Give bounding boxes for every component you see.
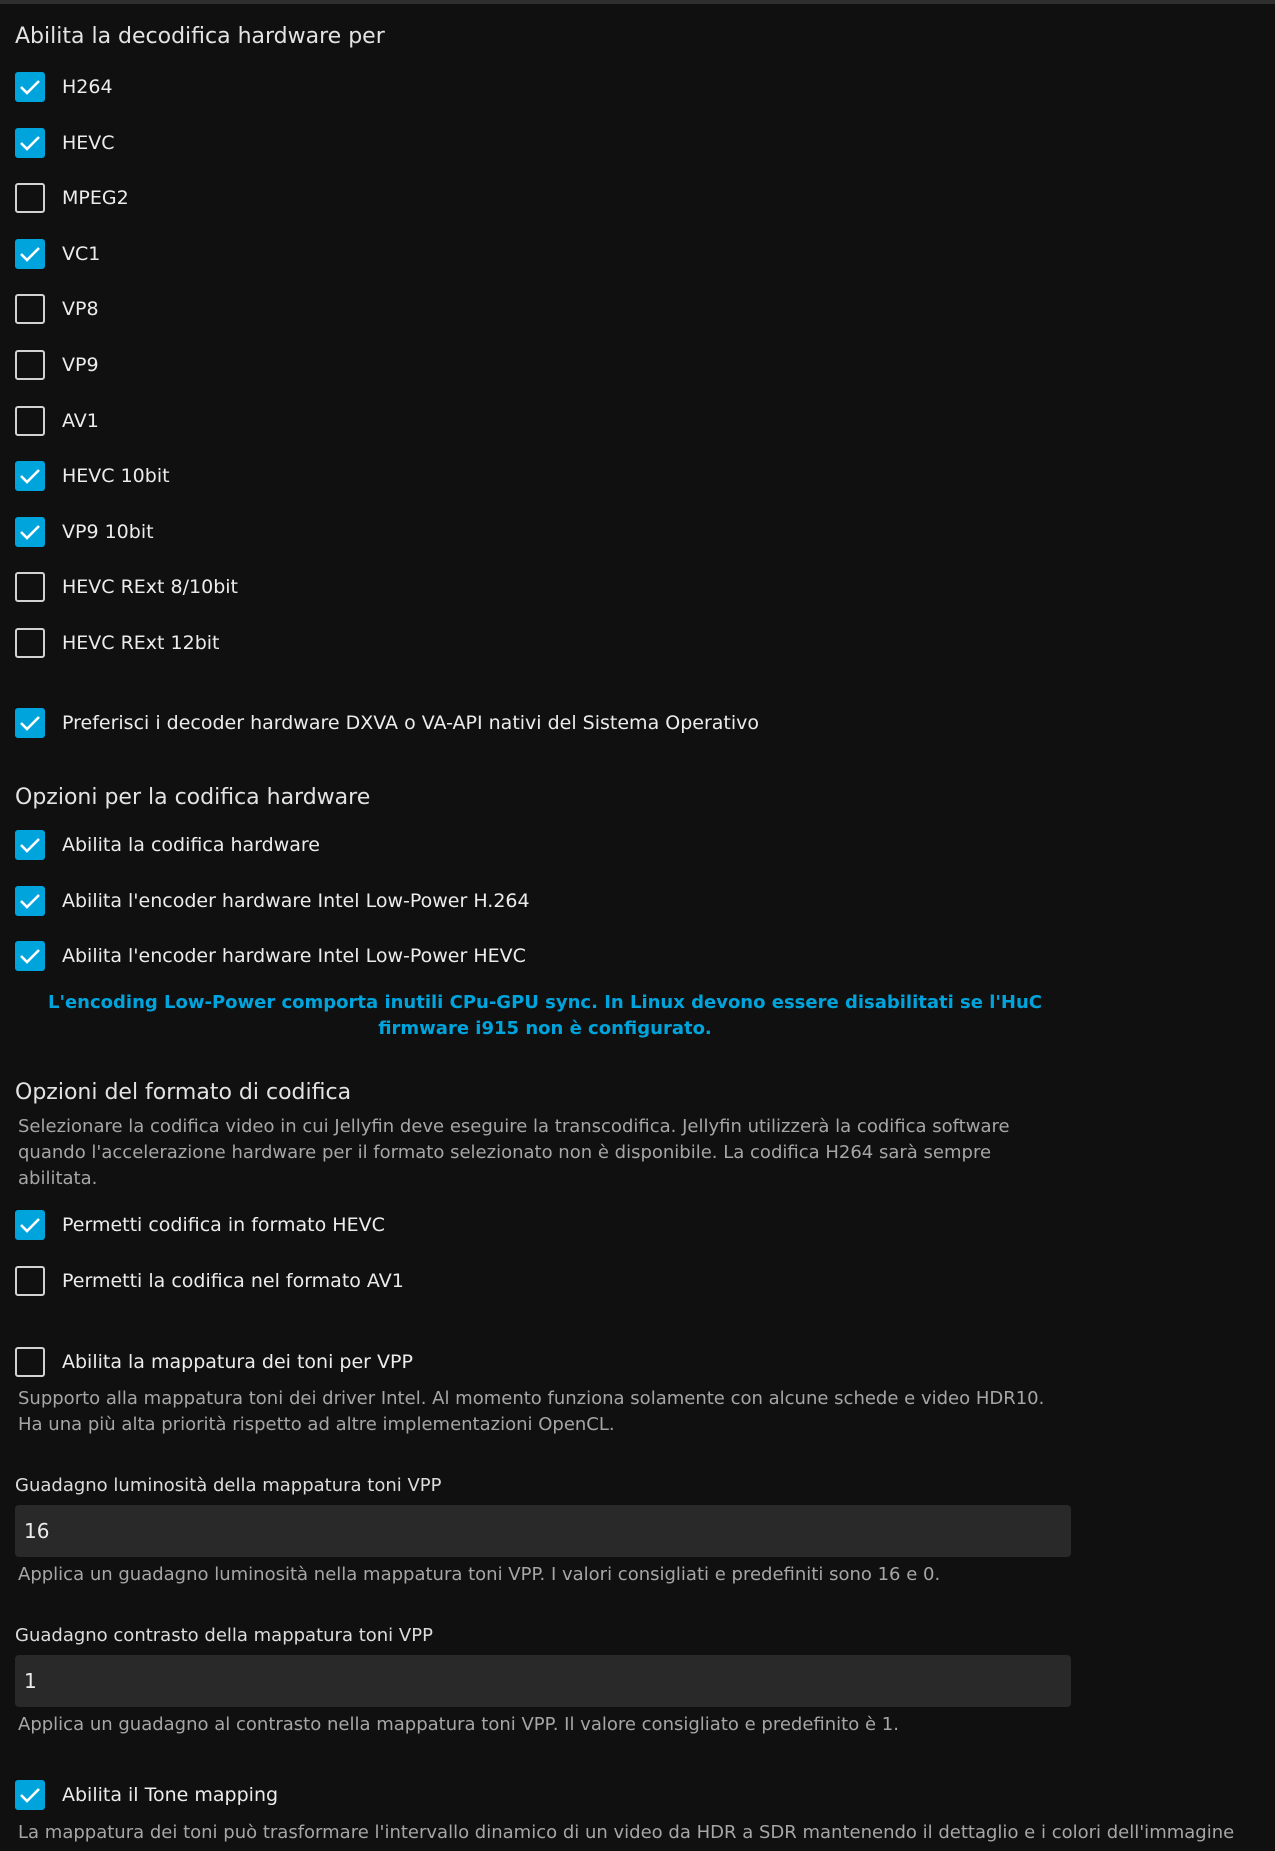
decode-vp8-checkbox[interactable] [15, 294, 45, 324]
decode-av1-row[interactable] [15, 404, 99, 438]
decode-hevc-rext-8-10bit-checkbox[interactable] [15, 572, 45, 602]
encode-abilita-la-codifica-hardware-label: Abilita la codifica hardware [62, 834, 320, 856]
decode-hevc-rext-12bit-row[interactable] [15, 626, 220, 660]
checkmark-icon [19, 134, 41, 152]
prefer-native-decoder-label: Preferisci i decoder hardware DXVA o VA-API nativi del Sistema Operativo [62, 712, 760, 734]
decode-vp8-row[interactable] [15, 292, 99, 326]
encode-abilita-la-codifica-hardware-checkbox[interactable] [15, 830, 45, 860]
decode-vp9-10bit-row[interactable] [15, 515, 154, 549]
decode-vp9-checkbox[interactable] [15, 350, 45, 380]
decode-vp9-label: VP9 [62, 354, 99, 376]
decode-vp8-label: VP8 [62, 298, 99, 321]
encode-abilita-l-encoder-hardware-intel-low-power-hevc-checkbox[interactable] [15, 941, 45, 971]
tonemapping-checkbox[interactable] [15, 1780, 45, 1810]
decode-vc1-checkbox[interactable] [15, 239, 45, 269]
vpp-tonemap-checkbox[interactable] [15, 1347, 45, 1377]
decode-hevc-10bit-label: HEVC 10bit [62, 465, 170, 488]
decode-hevc-rext-12bit-checkbox[interactable] [15, 628, 45, 658]
checkmark-icon [19, 523, 41, 541]
checkmark-icon [19, 467, 41, 485]
decode-hevc-10bit-checkbox[interactable] [15, 461, 45, 491]
format-permetti-codifica-in-formato-hevc-row[interactable] [15, 1208, 385, 1242]
checkmark-icon [19, 1216, 41, 1234]
decode-hevc-checkbox[interactable] [15, 128, 45, 158]
checkmark-icon [19, 78, 41, 96]
decode-vp9-10bit-checkbox[interactable] [15, 517, 45, 547]
vpp-contrast-input[interactable] [15, 1655, 1071, 1707]
prefer-native-decoder-checkbox[interactable] [15, 708, 45, 738]
decode-h264-row[interactable] [15, 70, 113, 104]
format-permetti-codifica-in-formato-hevc-label: Permetti codifica in formato HEVC [62, 1214, 385, 1236]
decode-mpeg2-checkbox[interactable] [15, 183, 45, 213]
encode-abilita-l-encoder-hardware-intel-low-power-hevc-row[interactable] [15, 939, 526, 973]
decode-av1-label: AV1 [62, 409, 99, 432]
encode-abilita-l-encoder-hardware-intel-low-power-h-264-row[interactable] [15, 884, 530, 918]
tonemapping-checkbox-row[interactable] [15, 1778, 278, 1812]
encode-abilita-l-encoder-hardware-intel-low-power-hevc-label: Abilita l'encoder hardware Intel Low-Power HEVC [62, 945, 526, 967]
decode-vc1-label: VC1 [62, 242, 101, 265]
decode-hevc-10bit-row[interactable] [15, 459, 170, 493]
vpp-tonemap-label: Abilita la mappatura dei toni per VPP [62, 1351, 413, 1373]
vpp-brightness-description: Applica un guadagno luminosità nella mappatura toni VPP. I valori consigliati e predefiniti sono 16 e 0. [18, 1564, 941, 1585]
encode-abilita-la-codifica-hardware-row[interactable] [15, 828, 320, 862]
checkmark-icon [19, 245, 41, 263]
format-permetti-la-codifica-nel-formato-av1-row[interactable] [15, 1264, 404, 1298]
checkmark-icon [19, 836, 41, 854]
decode-vp9-row[interactable] [15, 348, 99, 382]
decode-hevc-rext-8-10bit-row[interactable] [15, 570, 238, 604]
top-border [0, 0, 1275, 4]
low-power-notice: L'encoding Low-Power comporta inutili CPu-GPU sync. In Linux devono essere disabilitati se l'HuC firmware i915 non è configurato. [47, 992, 1043, 1039]
decode-mpeg2-label: MPEG2 [62, 187, 129, 210]
vpp-contrast-description: Applica un guadagno al contrasto nella mappatura toni VPP. Il valore consigliato e predefinito è 1. [18, 1714, 899, 1735]
encode-abilita-l-encoder-hardware-intel-low-power-h-264-label: Abilita l'encoder hardware Intel Low-Power H.264 [62, 889, 530, 912]
vpp-contrast-label: Guadagno contrasto della mappatura toni VPP [15, 1625, 433, 1646]
checkmark-icon [19, 947, 41, 965]
decode-vc1-row[interactable] [15, 237, 100, 271]
decode-hevc-label: HEVC [62, 131, 115, 154]
checkmark-icon [19, 714, 41, 732]
decode-av1-checkbox[interactable] [15, 406, 45, 436]
encode-abilita-l-encoder-hardware-intel-low-power-h-264-checkbox[interactable] [15, 886, 45, 916]
vpp-brightness-input[interactable] [15, 1505, 1071, 1557]
decode-h264-label: H264 [62, 76, 113, 98]
checkmark-icon [19, 892, 41, 910]
format-permetti-la-codifica-nel-formato-av1-checkbox[interactable] [15, 1266, 45, 1296]
format-permetti-codifica-in-formato-hevc-checkbox[interactable] [15, 1210, 45, 1240]
decode-hevc-row[interactable] [15, 126, 115, 160]
vpp-brightness-label: Guadagno luminosità della mappatura toni VPP [15, 1475, 442, 1496]
prefer-native-decoder-checkbox-row[interactable] [15, 706, 759, 740]
tonemapping-label: Abilita il Tone mapping [62, 1784, 279, 1806]
format-permetti-la-codifica-nel-formato-av1-label: Permetti la codifica nel formato AV1 [62, 1270, 404, 1292]
tonemapping-description: La mappatura dei toni può trasformare l'intervallo dinamico di un video da HDR a SDR mantenendo il dettaglio e i colori dell'immagine [18, 1822, 1235, 1843]
vpp-tonemap-checkbox-row[interactable] [15, 1345, 413, 1379]
decode-vp9-10bit-label: VP9 10bit [62, 520, 154, 543]
format-section-description: Selezionare la codifica video in cui Jellyfin deve eseguire la transcodifica. Jellyfin utilizzerà la codifica software quando l'accelerazione hardware per il formato selezionato non è disponibile. La codifica H264 sarà sempre abilitata. [18, 1116, 1010, 1189]
format-section-title: Opzioni del formato di codifica [15, 1080, 352, 1105]
decode-mpeg2-row[interactable] [15, 181, 129, 215]
vpp-tonemap-description: Supporto alla mappatura toni dei driver Intel. Al momento funziona solamente con alcune schede e video HDR10. Ha una più alta priorità rispetto ad altre implementazioni OpenCL. [18, 1388, 1045, 1435]
decode-section-title: Abilita la decodifica hardware per [15, 24, 385, 49]
decode-hevc-rext-8-10bit-label: HEVC RExt 8/10bit [62, 576, 238, 599]
decode-h264-checkbox[interactable] [15, 72, 45, 102]
checkmark-icon [19, 1786, 41, 1804]
decode-hevc-rext-12bit-label: HEVC RExt 12bit [62, 632, 220, 654]
encode-section-title: Opzioni per la codifica hardware [15, 785, 371, 810]
